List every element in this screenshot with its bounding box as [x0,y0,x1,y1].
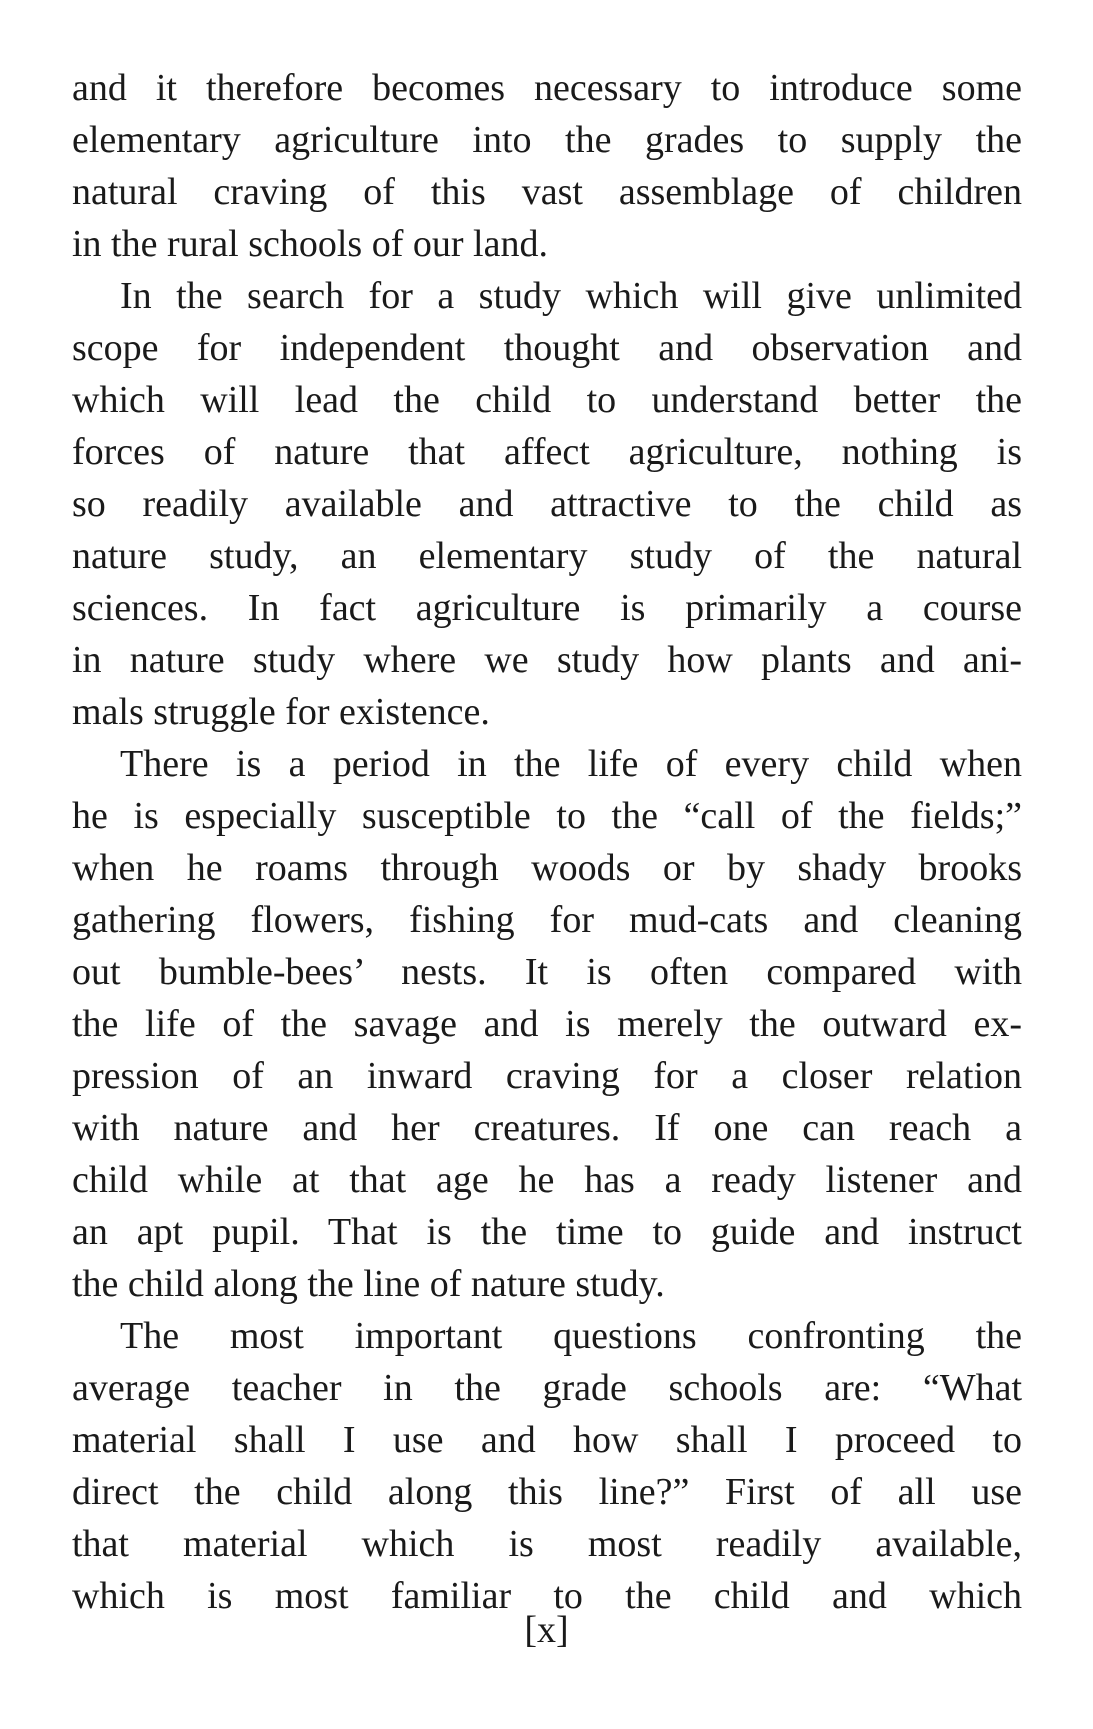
body-text [72,62,1022,1622]
text-line: nature study, an elementary study of the natural [72,535,1022,577]
text-line: so readily available and attractive to the child as [72,483,1022,525]
text-line: he is especially susceptible to the “call of the fields;” [72,795,1022,837]
text-line: There is a period in the life of every child when [120,743,1022,785]
text-line: child while at that age he has a ready listener and [72,1159,1022,1201]
paragraph-2 [72,270,1022,738]
text-line: forces of nature that affect agriculture, nothing is [72,431,1022,473]
text-line: sciences. In fact agriculture is primarily a course [72,587,1022,629]
text-line: which is most familiar to the child and which [72,1575,1022,1617]
text-line: the child along the line of nature study. [72,1263,665,1305]
text-line: that material which is most readily available, [72,1523,1022,1565]
text-line: The most important questions confronting the [120,1315,1022,1357]
text-line: In the search for a study which will give unlimited [120,275,1022,317]
text-line: an apt pupil. That is the time to guide and instruct [72,1211,1022,1253]
text-line: which will lead the child to understand better the [72,379,1022,421]
text-line: in the rural schools of our land. [72,223,548,265]
text-line: natural craving of this vast assemblage of children [72,171,1022,213]
text-line: gathering flowers, fishing for mud-cats and cleaning [72,899,1022,941]
text-line: in nature study where we study how plants and ani- [72,639,1022,681]
text-line: the life of the savage and is merely the outward ex- [72,1003,1022,1045]
text-line: out bumble-bees’ nests. It is often compared with [72,951,1022,993]
paragraph-3 [72,738,1022,1310]
text-line: average teacher in the grade schools are: “What [72,1367,1022,1409]
paragraph-1 [72,62,1022,270]
page-number: [x] [524,1609,569,1651]
text-line: elementary agriculture into the grades to supply the [72,119,1022,161]
text-line: when he roams through woods or by shady brooks [72,847,1022,889]
paragraph-4 [72,1310,1022,1622]
text-line: mals struggle for existence. [72,691,490,733]
text-line: scope for independent thought and observation and [72,327,1022,369]
text-line: and it therefore becomes necessary to introduce some [72,67,1022,109]
text-line: with nature and her creatures. If one can reach a [72,1107,1022,1149]
text-line: direct the child along this line?” First of all use [72,1471,1022,1513]
text-line: pression of an inward craving for a closer relation [72,1055,1022,1097]
text-line: material shall I use and how shall I proceed to [72,1419,1022,1461]
